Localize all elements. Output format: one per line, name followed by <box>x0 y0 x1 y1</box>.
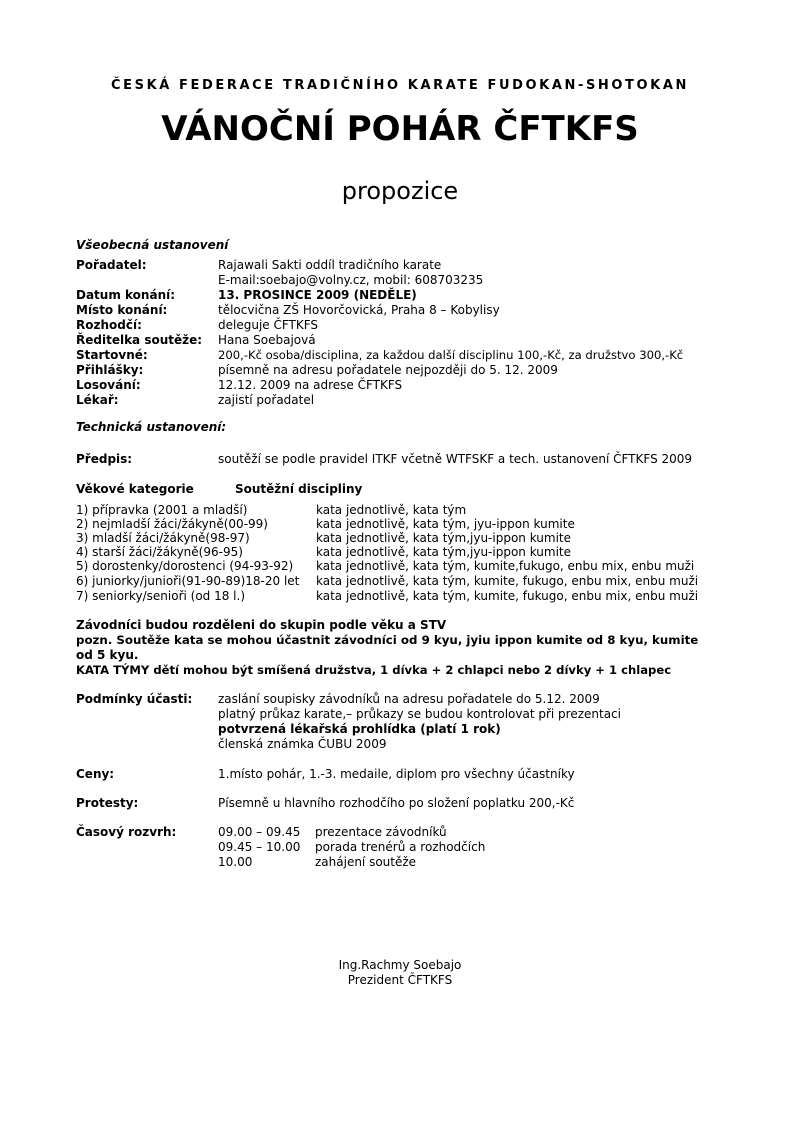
schedule-desc-1: prezentace závodníků <box>315 825 447 839</box>
discipline-row-3: kata jednotlivě, kata tým,jyu-ippon kumite <box>316 531 572 545</box>
venue-label: Místo konání: <box>76 303 168 317</box>
signature-role: Prezident ČFTKFS <box>347 973 453 987</box>
discipline-row-1: kata jednotlivě, kata tým <box>316 503 467 517</box>
discipline-row-2: kata jednotlivě, kata tým, jyu-ippon kumite <box>316 517 575 531</box>
document-subtitle: propozice <box>341 177 459 205</box>
schedule-time-1: 09.00 – 09.45 <box>218 825 301 839</box>
schedule-time-3: 10.00 <box>218 855 253 869</box>
discipline-row-5: kata jednotlivě, kata tým, kumite,fukugo, enbu mix, enbu muži <box>316 559 695 573</box>
protests-label: Protesty: <box>76 796 139 810</box>
draw-value: 12.12. 2009 na adrese ČFTKFS <box>218 378 403 392</box>
prizes-value: 1.místo pohár, 1.-3. medaile, diplom pro všechny účastníky <box>218 767 575 781</box>
prizes-label: Ceny: <box>76 767 115 781</box>
document-title: VÁNOČNÍ POHÁR ČFTKFS <box>161 109 639 149</box>
rules-label: Předpis: <box>76 452 133 466</box>
technical-heading: Technická ustanovení: <box>76 420 227 434</box>
registration-label: Přihlášky: <box>76 363 144 377</box>
date-value: 13. PROSINCE 2009 (NEDĚLE) <box>218 288 417 302</box>
conditions-line-1: zaslání soupisky závodníků na adresu pořadatele do 5.12. 2009 <box>218 692 600 706</box>
organizer-label: Pořadatel: <box>76 258 147 272</box>
director-value: Hana Soebajová <box>218 333 316 347</box>
discipline-row-6: kata jednotlivě, kata tým, kumite, fukugo, enbu mix, enbu muži <box>316 574 699 588</box>
schedule-time-2: 09.45 – 10.00 <box>218 840 301 854</box>
conditions-line-3: potvrzená lékařská prohlídka (platí 1 rok) <box>218 722 501 736</box>
note-line-3: od 5 kyu. <box>76 648 139 662</box>
director-label: Ředitelka soutěže: <box>76 333 203 347</box>
discipline-row-7: kata jednotlivě, kata tým, kumite, fukugo, enbu mix, enbu muži <box>316 589 699 603</box>
category-row-7: 7) seniorky/senioři (od 18 l.) <box>76 589 246 603</box>
rules-value: soutěží se podle pravidel ITKF včetně WTFSKF a tech. ustanovení ČFTKFS 2009 <box>218 452 693 466</box>
note-line-4: KATA TÝMY dětí mohou být smíšená družstva, 1 dívka + 2 chlapci nebo 2 dívky + 1 chlapec <box>76 663 672 677</box>
date-label: Datum konání: <box>76 288 176 302</box>
fee-value: 200,-Kč osoba/disciplina, za každou další disciplinu 100,-Kč, za družstvo 300,-Kč <box>218 348 684 362</box>
registration-value: písemně na adresu pořadatele nejpozději do 5. 12. 2009 <box>218 363 558 377</box>
referees-value: deleguje ČFTKFS <box>218 318 319 332</box>
draw-label: Losování: <box>76 378 141 392</box>
conditions-line-4: členská známka ČUBU 2009 <box>218 737 387 751</box>
category-row-1: 1) přípravka (2001 a mladší) <box>76 503 248 517</box>
fee-label: Startovné: <box>76 348 148 362</box>
disciplines-header: Soutěžní discipliny <box>235 482 363 496</box>
category-row-6: 6) juniorky/junioři(91-90-89)18-20 let <box>76 574 300 588</box>
category-row-5: 5) dorostenky/dorostenci (94-93-92) <box>76 559 294 573</box>
doctor-value: zajistí pořadatel <box>218 393 315 407</box>
federation-name: ČESKÁ FEDERACE TRADIČNÍHO KARATE FUDOKAN-SHOTOKAN <box>111 78 689 93</box>
referees-label: Rozhodčí: <box>76 318 142 332</box>
category-row-2: 2) nejmladší žáci/žákyně(00-99) <box>76 517 268 531</box>
schedule-desc-3: zahájení soutěže <box>315 855 417 869</box>
schedule-label: Časový rozvrh: <box>76 825 177 839</box>
organizer-value: Rajawali Sakti oddíl tradičního karate <box>218 258 442 272</box>
organizer-contact: E-mail:soebajo@volny.cz, mobil: 608703235 <box>218 273 484 287</box>
category-row-4: 4) starší žáci/žákyně(96-95) <box>76 545 243 559</box>
conditions-label: Podmínky účasti: <box>76 692 193 706</box>
note-line-2: pozn. Soutěže kata se mohou účastnit závodníci od 9 kyu, jyiu ippon kumite od 8 kyu, kumite <box>76 633 699 647</box>
schedule-desc-2: porada trenérů a rozhodčích <box>315 840 486 854</box>
categories-header: Věkové kategorie <box>76 482 194 496</box>
doctor-label: Lékař: <box>76 393 119 407</box>
general-heading: Všeobecná ustanovení <box>76 238 229 252</box>
category-row-3: 3) mladší žáci/žákyně(98-97) <box>76 531 250 545</box>
discipline-row-4: kata jednotlivě, kata tým,jyu-ippon kumite <box>316 545 572 559</box>
protests-value: Písemně u hlavního rozhodčího po složení poplatku 200,-Kč <box>218 796 575 810</box>
note-line-1: Závodníci budou rozděleni do skupin podle věku a STV <box>76 618 447 632</box>
venue-value: tělocvična ZŠ Hovorčovická, Praha 8 – Kobylisy <box>218 303 500 317</box>
conditions-line-2: platný průkaz karate,– průkazy se budou kontrolovat při prezentaci <box>218 707 621 721</box>
signature-name: Ing.Rachmy Soebajo <box>338 958 462 972</box>
